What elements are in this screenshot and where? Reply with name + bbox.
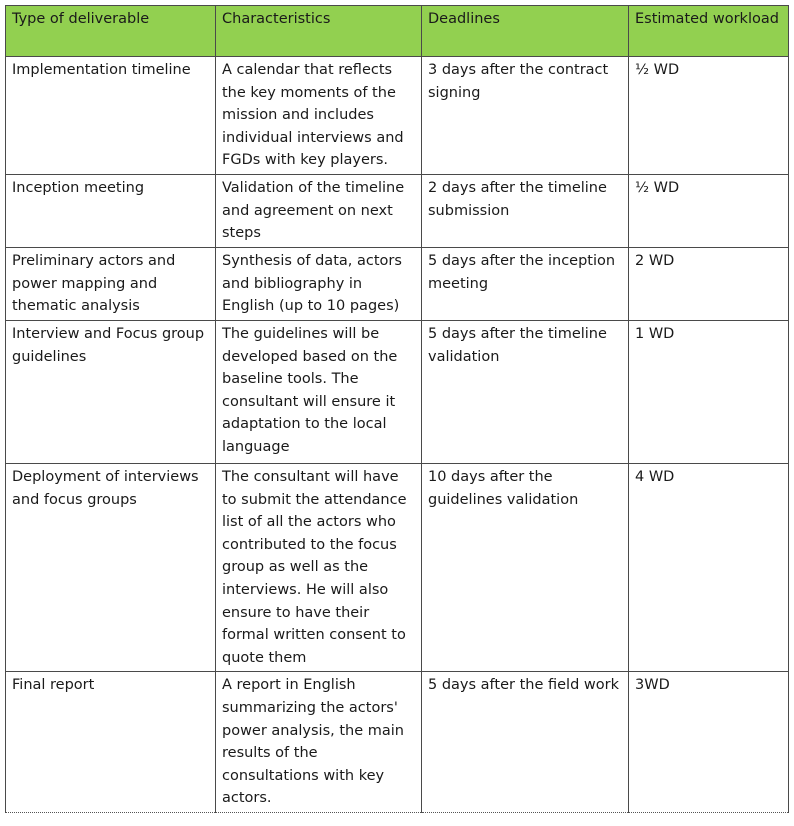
table-row [6,672,789,813]
cell-workload: ½ WD [629,57,789,175]
cell-workload: 1 WD [629,321,789,464]
cell-type: Final report [6,672,216,813]
header-workload: Estimated workload [629,6,789,57]
cell-workload: 3WD [629,672,789,813]
cell-type: Implementation timeline [6,57,216,175]
cell-characteristics: The consultant will have to submit the attendance list of all the actors who contributed to the focus group as well as the interviews. He will also ensure to have their formal written consent to quote them [216,464,422,672]
cell-deadline: 2 days after the timeline submission [422,175,629,248]
cell-workload: ½ WD [629,175,789,248]
cell-type: Deployment of interviews and focus groups [6,464,216,672]
cell-type: Preliminary actors and power mapping and thematic analysis [6,248,216,321]
cell-workload: 4 WD [629,464,789,672]
header-characteristics: Characteristics [216,6,422,57]
table-row [6,321,789,464]
cell-characteristics: A report in English summarizing the actors' power analysis, the main results of the consultations with key actors. [216,672,422,813]
header-type: Type of deliverable [6,6,216,57]
cell-deadline: 10 days after the guidelines validation [422,464,629,672]
cell-deadline: 5 days after the timeline validation [422,321,629,464]
cell-type: Inception meeting [6,175,216,248]
cell-characteristics: A calendar that reflects the key moments of the mission and includes individual interviews and FGDs with key players. [216,57,422,175]
deliverables-table [5,5,789,813]
cell-characteristics: Validation of the timeline and agreement on next steps [216,175,422,248]
table-row [6,464,789,672]
cell-deadline: 3 days after the contract signing [422,57,629,175]
cell-characteristics: Synthesis of data, actors and bibliography in English (up to 10 pages) [216,248,422,321]
cell-workload: 2 WD [629,248,789,321]
table-row [6,248,789,321]
header-deadlines: Deadlines [422,6,629,57]
table-header-row [6,6,789,57]
cell-deadline: 5 days after the field work [422,672,629,813]
cell-characteristics: The guidelines will be developed based on the baseline tools. The consultant will ensure it adaptation to the local language [216,321,422,464]
cell-type: Interview and Focus group guidelines [6,321,216,464]
table-row [6,57,789,175]
table-row [6,175,789,248]
cell-deadline: 5 days after the inception meeting [422,248,629,321]
